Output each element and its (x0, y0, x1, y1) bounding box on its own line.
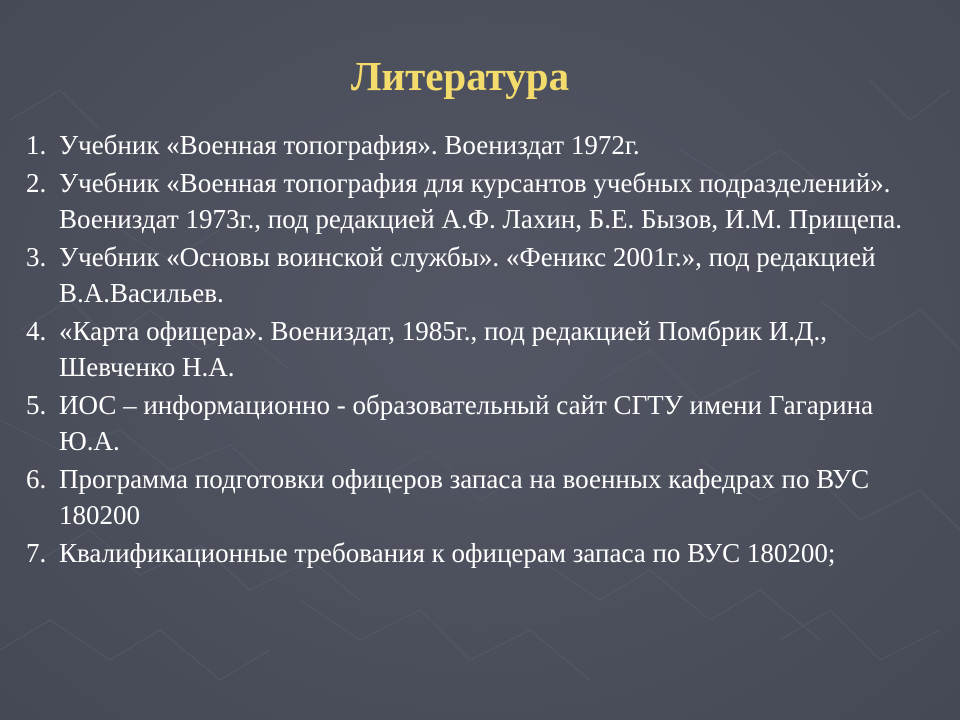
item-text: Учебник «Военная топография для курсантов учебных подразделений». Воениздат 1973г., под редакцией А.Ф. Лахин, Б.Е. Бызов, И.М. Прищепа. (59, 167, 903, 234)
item-number: 5. (26, 389, 47, 420)
list-item (26, 313, 926, 386)
list-item (26, 387, 926, 460)
list-item (26, 535, 926, 572)
literature-list (26, 127, 926, 572)
item-number: 3. (26, 241, 47, 272)
item-text: Учебник «Основы воинской службы». «Феникс 2001г.», под редакцией В.А.Васильев. (59, 241, 876, 308)
item-number: 1. (26, 130, 47, 160)
list-item (26, 461, 926, 534)
list-item (26, 239, 926, 312)
slide-title: Литература (350, 53, 570, 99)
item-text: «Карта офицера». Воениздат, 1985г., под редакцией Помбрик И.Д., Шевченко Н.А. (59, 315, 827, 382)
item-number: 7. (26, 537, 47, 568)
list-item (26, 165, 926, 238)
item-text: Программа подготовки офицеров запаса на военных кафедрах по ВУС 180200 (59, 463, 870, 530)
item-number: 4. (26, 315, 47, 346)
item-number: 6. (26, 463, 47, 494)
list-item (26, 127, 926, 164)
item-number: 2. (26, 167, 47, 198)
item-text: Квалификационные требования к офицерам запаса по ВУС 180200; (59, 537, 836, 568)
item-text: ИОС – информационно - образовательный сайт СГТУ имени Гагарина Ю.А. (59, 389, 874, 456)
item-text: Учебник «Военная топография». Воениздат 1972г. (59, 130, 640, 160)
